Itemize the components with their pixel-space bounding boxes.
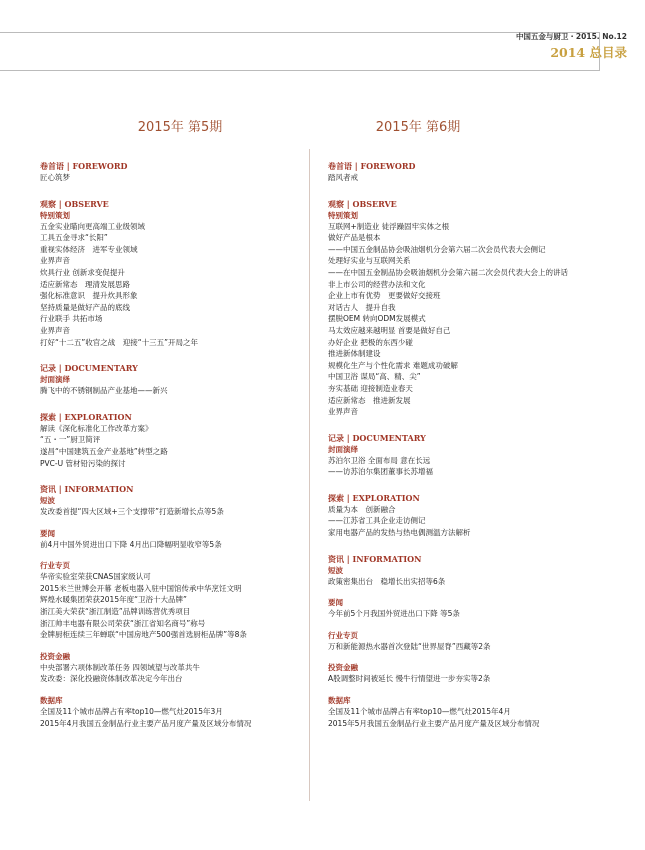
toc-entry: 全国及11个城市品牌占有率top10—燃气灶2015年4月	[328, 707, 511, 717]
toc-section	[328, 198, 618, 418]
toc-entry: 对话古人 提升自我	[328, 302, 396, 312]
subsection-title: 封面演绎	[328, 444, 358, 454]
toc-entry: 2015米兰世博会开幕 老板电器入驻中国馆传承中华烹饪文明	[40, 583, 242, 593]
section-title: 观察 | OBSERVE	[40, 198, 109, 209]
section-title: 资讯 | INFORMATION	[40, 484, 134, 495]
toc-entry: ——访苏泊尔集团董事长苏增福	[328, 467, 433, 477]
toc-entry: 发改委首提“四大区域+三个支撑带”打造新增长点等5条	[40, 507, 224, 517]
toc-entry: 苏泊尔卫浴 全面布局 意在长远	[328, 455, 431, 465]
toc-group	[40, 560, 298, 641]
toc-entry: 打好“十二五”收官之战 迎接“十三五”开局之年	[40, 337, 199, 347]
toc-entry: 适应新常态 理清发展思路	[40, 279, 130, 289]
toc-group	[328, 172, 618, 184]
toc-entry: 适应新常态 推进新发展	[328, 395, 411, 405]
toc-group	[40, 651, 298, 685]
toc-entry: “五・一”厨卫简评	[40, 435, 101, 445]
subsection-title: 要闻	[328, 598, 343, 608]
toc-group	[328, 695, 618, 729]
section-title: 卷首语 | FOREWORD	[328, 161, 416, 171]
issue-title: 2015年 第5期	[137, 120, 223, 135]
toc-entry: 办好企业 把极的东西少碰	[328, 337, 413, 347]
toc-section	[40, 160, 298, 184]
toc-entry: 处理好实业与互联网关系	[328, 256, 411, 266]
toc-entry: 强化标准意识 提升炊具形象	[40, 291, 138, 301]
toc-group	[328, 630, 618, 653]
toc-group	[328, 565, 618, 588]
issue-title: 2015年 第6期	[375, 120, 461, 135]
section-title: 观察 | OBSERVE	[328, 198, 397, 209]
toc-group	[328, 210, 618, 418]
subsection-title: 数据库	[328, 696, 351, 706]
subsection-title: 行业专页	[328, 630, 358, 640]
toc-entry: 踏风者戒	[328, 173, 358, 182]
toc-group	[40, 423, 298, 469]
toc-group	[40, 495, 298, 518]
subsection-title: 数据库	[40, 696, 63, 706]
toc-entry: ——在中国五金制品协会吸油烟机分会第六届二次会员代表大会上的讲话	[328, 267, 568, 277]
toc-entry: 腾飞中的不锈钢制品产业基地——新兴	[40, 386, 168, 396]
toc-entry: 五金实业瞄向更高端工业级领域	[40, 221, 145, 231]
toc-group	[40, 374, 298, 397]
subsection-title: 短波	[40, 496, 55, 506]
toc-entry: ——中国五金制品协会吸油烟机分会第六届二次会员代表大会侧记	[328, 244, 546, 254]
section-title: 记录 | DOCUMENTARY	[328, 432, 426, 443]
toc-entry: 非上市公司的经营办法和文化	[328, 279, 426, 289]
toc-group	[40, 528, 298, 551]
toc-entry: 辉煌水暖集团荣获2015年度“卫浴十大品牌”	[40, 595, 187, 605]
toc-group	[40, 210, 298, 349]
toc-entry: 前4月中国外贸进出口下降 4月出口降幅明显收窄等5条	[40, 539, 222, 549]
toc-entry: 马太效应越来越明显 首要是做好自己	[328, 325, 451, 335]
toc-section	[40, 198, 298, 349]
toc-entry: 匠心筑梦	[40, 173, 70, 182]
toc-entry: ——江苏省工具企业走访侧记	[328, 516, 426, 526]
toc-entry: 浙江帅丰电器有限公司荣获“浙江省知名商号”称号	[40, 618, 206, 628]
toc-group	[40, 172, 298, 184]
toc-group	[328, 444, 618, 478]
toc-entry: 质量为本 创新融合	[328, 504, 396, 514]
toc-section	[328, 432, 618, 478]
toc-section	[328, 160, 618, 184]
section-title: 记录 | DOCUMENTARY	[40, 363, 138, 374]
toc-entry: 炊具行业 创新求变促提升	[40, 267, 125, 277]
header-rule-bottom	[0, 70, 600, 71]
issue-column-6	[328, 116, 618, 743]
header-rule-top	[0, 32, 599, 33]
toc-entry: 今年前5个月我国外贸进出口下降 等5条	[328, 609, 460, 619]
toc-entry: 坚持质量是做好产品的底线	[40, 302, 130, 312]
toc-group	[328, 662, 618, 685]
toc-entry: 2015年5月我国五金制品行业主要产品月度产量及区域分布情况	[328, 718, 540, 728]
toc-group	[328, 504, 618, 539]
section-list	[328, 160, 618, 729]
toc-entry: 夯实基础 迎接制造业春天	[328, 383, 413, 393]
section-list	[40, 160, 298, 729]
toc-entry: 工具五金寻求“长阳”	[40, 233, 108, 243]
toc-entry: 金牌厨柜连续三年蝉联“中国房地产500强首选厨柜品牌”等8条	[40, 630, 247, 640]
toc-entry: 业界声音	[328, 407, 358, 417]
toc-entry: 行业联手 共拓市场	[40, 314, 103, 324]
section-title: 资讯 | INFORMATION	[328, 553, 422, 564]
subsection-title: 封面演绎	[40, 375, 70, 385]
toc-entry: 业界声音	[40, 256, 70, 266]
toc-entry: 全国及11个城市品牌占有率top10—燃气灶2015年3月	[40, 707, 223, 717]
toc-entry: 家用电器产品的发热与热电偶测温方法解析	[328, 528, 471, 538]
toc-section	[40, 362, 298, 397]
toc-entry: 互联网+制造业 徒浮躁固牢实体之根	[328, 221, 450, 231]
subsection-title: 投资金融	[40, 651, 70, 661]
toc-section	[328, 492, 618, 539]
toc-section	[328, 553, 618, 730]
subsection-title: 要闻	[40, 528, 55, 538]
page-title: 2014 总目录	[550, 45, 627, 60]
toc-group	[328, 597, 618, 620]
subsection-title: 特别策划	[40, 210, 70, 220]
toc-entry: 遂昌“中国建筑五金产业基地”转型之路	[40, 446, 168, 456]
toc-entry: PVC-U 管材铅污染的探讨	[40, 458, 126, 468]
subsection-title: 特别策划	[328, 210, 358, 220]
section-title: 探索 | EXPLORATION	[40, 411, 132, 422]
toc-entry: 发改委：深化投融资体制改革决定今年出台	[40, 674, 183, 684]
toc-entry: 推进新体制建设	[328, 349, 381, 359]
toc-entry: 摆脱OEM 转向ODM发展模式	[328, 314, 426, 324]
section-title: 探索 | EXPLORATION	[328, 492, 420, 503]
publication-info: 中国五金与厨卫・2015. No.12	[515, 32, 627, 41]
toc-entry: 政策密集出台 稳增长出实招等6条	[328, 576, 446, 586]
section-title: 卷首语 | FOREWORD	[40, 161, 128, 171]
issue-column-5	[40, 116, 298, 743]
toc-entry: A股调整时间被延长 慢牛行情望进一步夯实等2条	[328, 674, 491, 684]
toc-entry: 重视实体经济 进军专业领域	[40, 244, 138, 254]
toc-section	[40, 411, 298, 469]
toc-entry: 中国卫浴 谋局“高、精、尖”	[328, 372, 421, 382]
toc-entry: 中央部署六项体制改革任务 四领域望与改革共牛	[40, 662, 200, 672]
toc-entry: 浙江美大荣获“浙江制造”品牌训练营优秀项目	[40, 607, 191, 617]
toc-entry: 华帝实验室荣获CNAS国家级认可	[40, 572, 151, 582]
toc-group	[40, 695, 298, 729]
toc-entry: 万和新能源热水器首次登陆“世界屋脊”西藏等2条	[328, 641, 491, 651]
toc-entry: 规模化生产与个性化需求 难题成功破解	[328, 360, 458, 370]
toc-entry: 做好产品是根本	[328, 233, 381, 243]
toc-entry: 业界声音	[40, 325, 70, 335]
subsection-title: 短波	[328, 565, 343, 575]
subsection-title: 投资金融	[328, 663, 358, 673]
toc-section	[40, 483, 298, 729]
subsection-title: 行业专页	[40, 561, 70, 571]
toc-entry: 解读《深化标准化工作改革方案》	[40, 423, 153, 433]
column-divider	[309, 149, 310, 801]
toc-entry: 企业上市有优势 更要做好交接班	[328, 291, 441, 301]
toc-entry: 2015年4月我国五金制品行业主要产品月度产量及区域分布情况	[40, 718, 252, 728]
